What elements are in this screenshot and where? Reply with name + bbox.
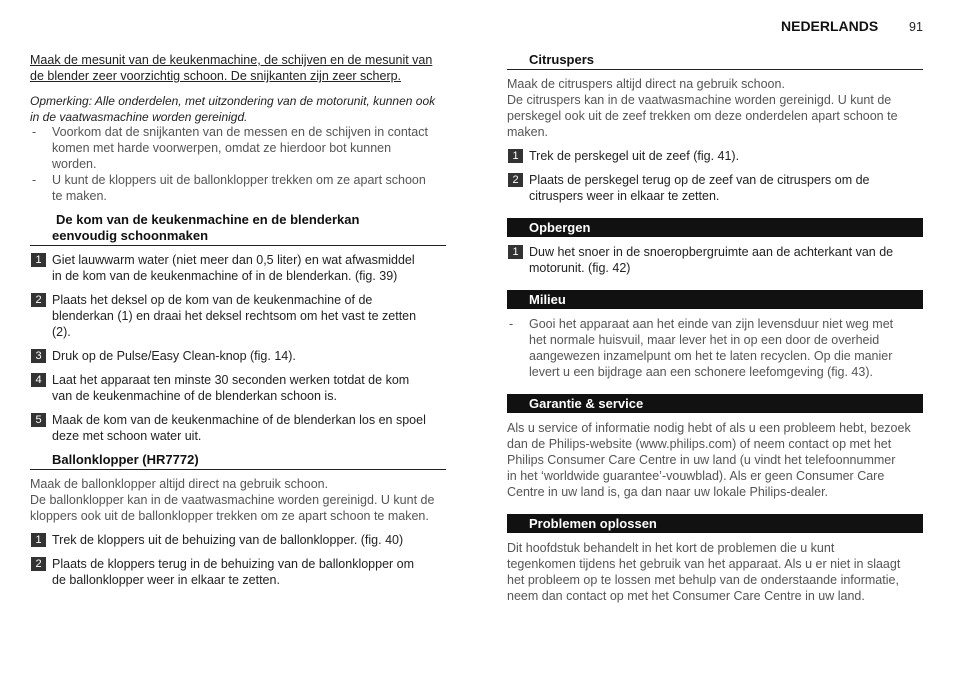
note-line: in de vaatwasmachine worden gereinigd. xyxy=(30,110,248,124)
step-line: Trek de kloppers uit de behuizing van de ballonklopper. (fig. 40) xyxy=(52,533,404,547)
section-title: Ballonklopper (HR7772) xyxy=(52,452,199,467)
body-line: kloppers ook uit de ballonklopper trekken om ze apart schoon te maken. xyxy=(30,509,429,523)
step-line: Plaats het deksel op de kom van de keukenmachine of de xyxy=(52,293,373,307)
step-number: 5 xyxy=(31,413,46,427)
step-line: motorunit. (fig. 42) xyxy=(529,261,631,275)
body-line: Dit hoofdstuk behandelt in het kort de problemen die u kunt xyxy=(507,541,835,555)
body-line: neem dan contact op met het Consumer Care Centre in uw land. xyxy=(507,589,865,603)
step-line: blenderkan (1) en draai het deksel rechtsom om het vast te zetten xyxy=(52,309,417,323)
step-number: 1 xyxy=(31,253,46,267)
step-number: 1 xyxy=(508,245,523,259)
bullet-line: Voorkom dat de snijkanten van de messen en de schijven in contact xyxy=(52,125,428,139)
section-title: Citruspers xyxy=(529,52,595,67)
bullet-dash: - xyxy=(32,173,37,187)
section-bar-milieu: Milieu xyxy=(507,290,923,309)
section-rule xyxy=(507,69,923,70)
step-line: deze met schoon water uit. xyxy=(52,429,202,443)
step-line: in de kom van de keukenmachine of in de blenderkan. (fig. 39) xyxy=(52,269,398,283)
body-line: in het ‘worldwide guarantee’-vouwblad). Als er geen Consumer Care xyxy=(507,469,885,483)
bullet-line: Gooi het apparaat aan het einde van zijn levensduur niet weg met xyxy=(529,317,894,331)
step-number: 1 xyxy=(31,533,46,547)
step-line: de ballonklopper weer in elkaar te zetten. xyxy=(52,573,280,587)
step-line: van de keukenmachine of de blenderkan schoon is. xyxy=(52,389,337,403)
step-number: 1 xyxy=(508,149,523,163)
step-number: 2 xyxy=(508,173,523,187)
step-line: Laat het apparaat ten minste 30 seconden werken totdat de kom xyxy=(52,373,410,387)
section-title: eenvoudig schoonmaken xyxy=(52,228,209,243)
body-line: Maak de citruspers altijd direct na gebruik schoon. xyxy=(507,77,785,91)
body-line: De citruspers kan in de vaatwasmachine worden gereinigd. U kunt de xyxy=(507,93,892,107)
bullet-line: worden. xyxy=(52,157,97,171)
body-line: De ballonklopper kan in de vaatwasmachine worden gereinigd. U kunt de xyxy=(30,493,435,507)
step-number: 4 xyxy=(31,373,46,387)
step-line: Plaats de perskegel terug op de zeef van de citruspers om de xyxy=(529,173,870,187)
step-line: Plaats de kloppers terug in de behuizing van de ballonklopper om xyxy=(52,557,415,571)
body-line: Als u service of informatie nodig hebt of als u een probleem hebt, bezoek xyxy=(507,421,911,435)
body-line: tegenkomen tijdens het gebruik van het apparaat. Als u er niet in slaagt xyxy=(507,557,901,571)
body-line: het probleem op te lossen met behulp van de onderstaande informatie, xyxy=(507,573,899,587)
body-line: Philips Consumer Care Centre in uw land (u vindt het telefoonnummer xyxy=(507,453,896,467)
section-title: De kom van de keukenmachine en de blenderkan xyxy=(56,212,360,227)
step-line: Giet lauwwarm water (niet meer dan 0,5 liter) en wat afwasmiddel xyxy=(52,253,415,267)
bullet-line: U kunt de kloppers uit de ballonklopper trekken om ze apart schoon xyxy=(52,173,426,187)
bullet-line: het normale huisvuil, maar lever het in op een door de overheid xyxy=(529,333,880,347)
warning-line: Maak de mesunit van de keukenmachine, de schijven en de mesunit van xyxy=(30,53,433,67)
bullet-line: levert u een bijdrage aan een schonere leefomgeving (fig. 43). xyxy=(529,365,873,379)
step-line: (2). xyxy=(52,325,71,339)
section-bar-garantie: Garantie & service xyxy=(507,394,923,413)
body-line: Centre in uw land is, ga dan naar uw lokale Philips-dealer. xyxy=(507,485,829,499)
step-number: 2 xyxy=(31,557,46,571)
section-rule xyxy=(30,469,446,470)
page-number: 91 xyxy=(909,20,923,34)
body-line: maken. xyxy=(507,125,548,139)
bullet-dash: - xyxy=(509,317,514,331)
bullet-dash: - xyxy=(32,125,37,139)
warning-line: de blender zeer voorzichtig schoon. De snijkanten zijn zeer scherp. xyxy=(30,69,402,83)
step-number: 3 xyxy=(31,349,46,363)
body-line: perskegel ook uit de zeef trekken om deze onderdelen apart schoon te xyxy=(507,109,898,123)
step-line: Druk op de Pulse/Easy Clean-knop (fig. 14). xyxy=(52,349,296,363)
step-line: Trek de perskegel uit de zeef (fig. 41). xyxy=(529,149,740,163)
note-line: Opmerking: Alle onderdelen, met uitzondering van de motorunit, kunnen ook xyxy=(30,94,436,108)
body-line: Maak de ballonklopper altijd direct na gebruik schoon. xyxy=(30,477,329,491)
body-line: dan de Philips-website (www.philips.com) of neem contact op met het xyxy=(507,437,892,451)
language-header: NEDERLANDS xyxy=(781,18,879,34)
bullet-line: komen met harde voorwerpen, omdat ze hierdoor bot kunnen xyxy=(52,141,392,155)
step-number: 2 xyxy=(31,293,46,307)
section-bar-problemen: Problemen oplossen xyxy=(507,514,923,533)
bullet-line: te maken. xyxy=(52,189,107,203)
step-line: Maak de kom van de keukenmachine of de blenderkan los en spoel xyxy=(52,413,426,427)
section-bar-opbergen: Opbergen xyxy=(507,218,923,237)
section-rule xyxy=(30,245,446,246)
step-line: Duw het snoer in de snoeropbergruimte aan de achterkant van de xyxy=(529,245,894,259)
step-line: citruspers weer in elkaar te zetten. xyxy=(529,189,720,203)
bullet-line: aangewezen inzamelpunt om het te laten recyclen. Op die manier xyxy=(529,349,893,363)
